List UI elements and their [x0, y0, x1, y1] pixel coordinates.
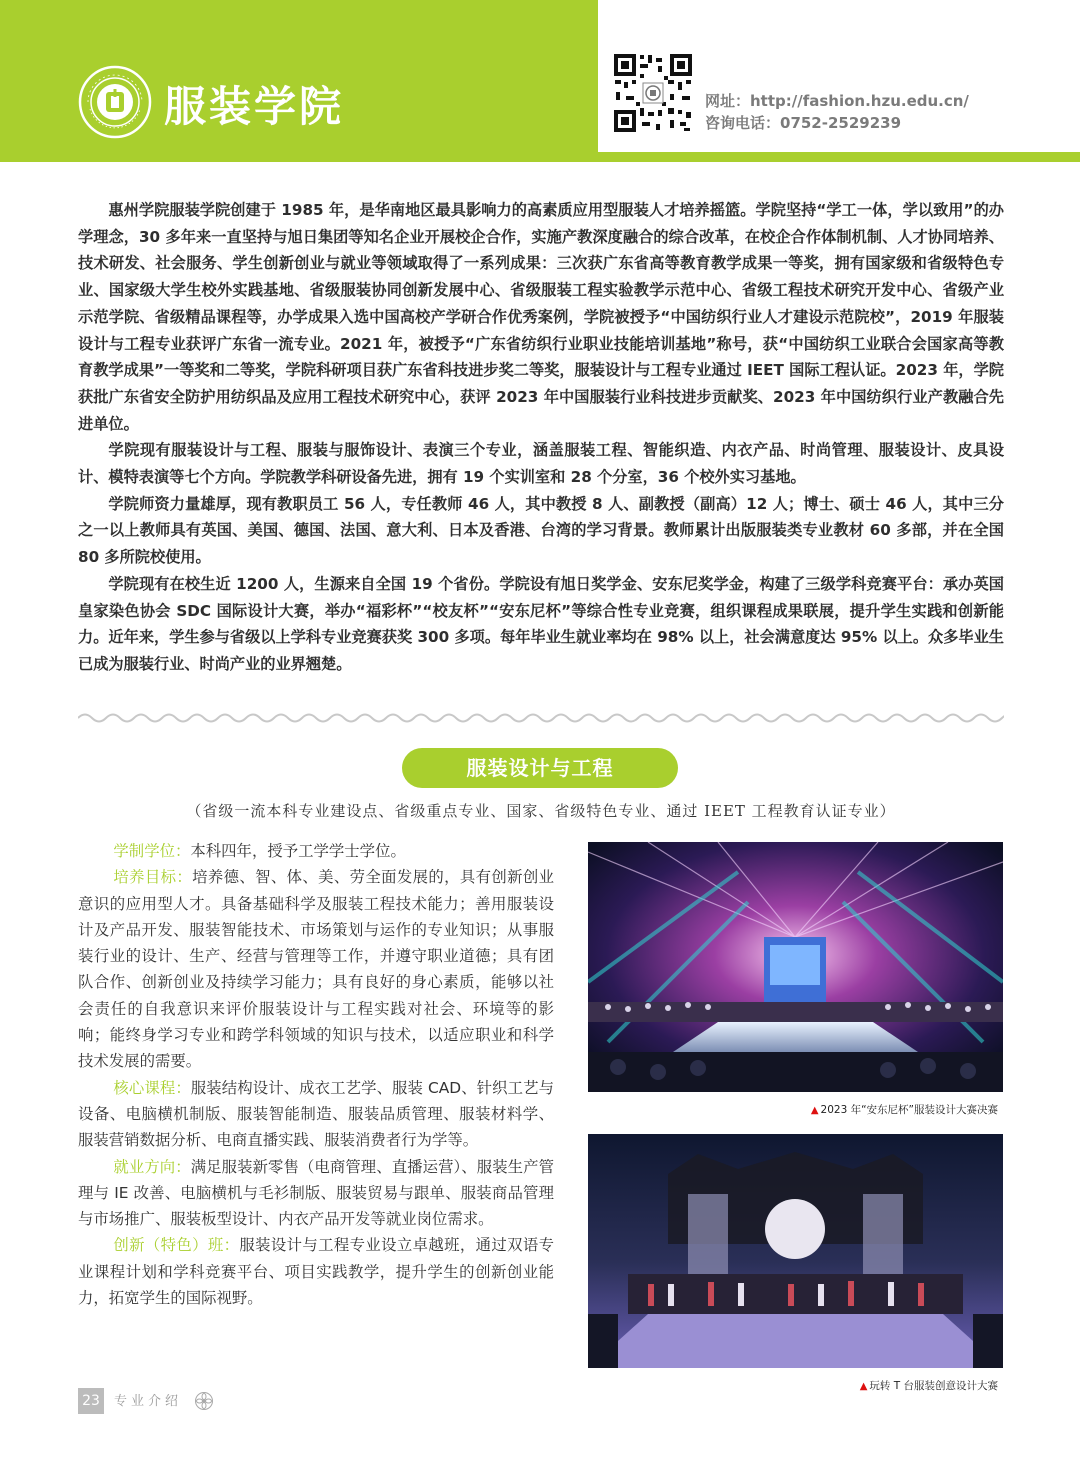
major-subtitle: （省级一流本科专业建设点、省级重点专业、国家、省级特色专业、通过 IEET 工程教育认证专业） — [186, 802, 896, 820]
fashion-show-photo-2 — [588, 1134, 1003, 1368]
detail-label: 学制学位： — [113, 842, 191, 860]
triangle-marker-icon: ▲ — [810, 1105, 819, 1116]
page-header — [0, 0, 1080, 162]
major-title: 服装设计与工程 — [402, 748, 678, 788]
caption-text: 2023 年“安东尼杯”服装设计大赛决赛 — [820, 1104, 998, 1116]
flower-ornament-icon — [194, 1391, 214, 1411]
detail-label: 就业方向： — [113, 1157, 191, 1176]
college-introduction — [78, 197, 1004, 678]
major-details — [78, 838, 554, 1311]
photo-caption-2 — [860, 1378, 998, 1393]
detail-text: 服装结构设计、成衣工艺学、服装 CAD、针织工艺与设备、电脑横机制版、服装智能制造、服装品质管理、服装材料学、服装营销数据分析、电商直播实践、服装消费者行为学等。 — [78, 1078, 554, 1150]
section-label: 专业介绍 — [114, 1394, 183, 1409]
detail-degree — [78, 838, 554, 864]
detail-label: 核心课程： — [113, 1078, 191, 1097]
contact-info — [705, 90, 969, 134]
intro-paragraph: 惠州学院服装学院创建于 1985 年，是华南地区最具影响力的高素质应用型服装人才培养摇篮。学院坚持“学工一体，学以致用”的办学理念，30 多年来一直坚持与旭日集团等知名企业开展校企合作，实施产教深度融合的综合改革，在校企合作体制机制、人才协同培养、技术研发、社会服务、学生创新创业与就业等领域取得了一系列成果：三次获广东省高等教育教学成果一等奖，拥有国家级和省级特色专业、国家级大学生校外实践基地、省级服装协同创新发展中心、省级服装工程实验教学示范中心、省级工程技术研究开发中心、省级产业示范学院、省级精品课程等，办学成果入选中国高校产学研合作优秀案例，学院被授予“中国纺织行业人才建设示范院校”，2019 年服装设计与工程专业获评广东省一流专业。2021 年，被授予“广东省纺织行业职业技能培训基地”称号，获“中国纺织工业联合会国家高等教育教学成果”一等奖和二等奖，学院科研项目获广东省科技进步奖二等奖，服装设计与工程专业通过 IEET 国际工程认证。2023 年，学院获批广东省安全防护用纺织品及应用工程技术研究中心，获评 2023 年中国服装行业科技进步贡献奖、2023 年中国纺织行业产教融合先进单位。 — [78, 201, 1004, 433]
phone-text: 咨询电话：0752-2529239 — [705, 114, 902, 132]
website-text[interactable]: 网址：http://fashion.hzu.edu.cn/ — [705, 92, 969, 110]
detail-text: 服装设计与工程专业设立卓越班，通过双语专业课程计划和学科竞赛平台、项目实践教学，提升学生的创新创业能力，拓宽学生的国际视野。 — [78, 1236, 554, 1308]
intro-paragraph: 学院现有在校生近 1200 人，生源来自全国 19 个省份。学院设有旭日奖学金、安东尼奖学金，构建了三级学科竞赛平台：承办英国皇家染色协会 SDC 国际设计大赛，举办“福彩杯”“校友杯”“安东尼杯”等综合性专业竞赛，组织课程成果联展，提升学生实践和创新能力。近年来，学生参与省级以上学科专业竞赛获奖 300 多项。每年毕业生就业率均在 98% 以上，社会满意度达 95% 以上。众多毕业生已成为服装行业、时尚产业的业界翘楚。 — [78, 574, 1004, 673]
intro-paragraph: 学院师资力量雄厚，现有教职员工 56 人，专任教师 46 人，其中教授 8 人、副教授（副高）12 人；博士、硕士 46 人，其中三分之一以上教师具有英国、美国、德国、法国、意大利、日本及香港、台湾的学习背景。教师累计出版服装类专业教材 60 多部，并在全国 80 多所院校使用。 — [78, 494, 1004, 567]
triangle-marker-icon: ▲ — [859, 1381, 868, 1392]
header-bottom-bar — [0, 152, 1080, 162]
fashion-show-photo-1 — [588, 842, 1003, 1092]
detail-courses — [78, 1075, 554, 1154]
intro-paragraph: 学院现有服装设计与工程、服装与服饰设计、表演三个专业，涵盖服装工程、智能织造、内衣产品、时尚管理、服装设计、皮具设计、模特表演等七个方向。学院教学科研设备先进，拥有 19 个实训室和 28 个分室，36 个校外实习基地。 — [78, 441, 1004, 487]
detail-text: 培养德、智、体、美、劳全面发展的，具有创新创业意识的应用型人才。具备基础科学及服装工程技术能力；善用服装设计及产品开发、服装智能技术、市场策划与运作的专业知识；从事服装行业的设计、生产、经营与管理等工作，并遵守职业道德；具有团队合作、创新创业及持续学习能力；具有良好的身心素质，能够以社会责任的自我意识来评价服装设计与工程实践对社会、环境等的影响；能终身学习专业和跨学科领域的知识与技术，以适应职业和科学技术发展的需要。 — [78, 868, 554, 1071]
detail-objective — [78, 864, 554, 1074]
detail-text: 满足服装新零售（电商管理、直播运营）、服装生产管理与 IE 改善、电脑横机与毛衫制版、服装贸易与跟单、服装商品管理与市场推广、服装板型设计、内衣产品开发等就业岗位需求。 — [78, 1157, 554, 1229]
caption-text: 玩转 T 台服装创意设计大赛 — [869, 1380, 998, 1392]
detail-text: 本科四年，授予工学学士学位。 — [190, 842, 406, 860]
college-title: 服装学院 — [164, 82, 345, 131]
huizhou-university-logo — [78, 65, 152, 139]
detail-career — [78, 1154, 554, 1233]
qr-code-icon[interactable] — [612, 52, 694, 134]
photo-caption-1 — [811, 1102, 998, 1117]
detail-label: 创新（特色）班： — [113, 1236, 240, 1255]
detail-special-class — [78, 1232, 554, 1311]
detail-label: 培养目标： — [113, 868, 193, 887]
page-number: 23 — [78, 1388, 104, 1414]
wavy-divider — [78, 708, 1004, 728]
